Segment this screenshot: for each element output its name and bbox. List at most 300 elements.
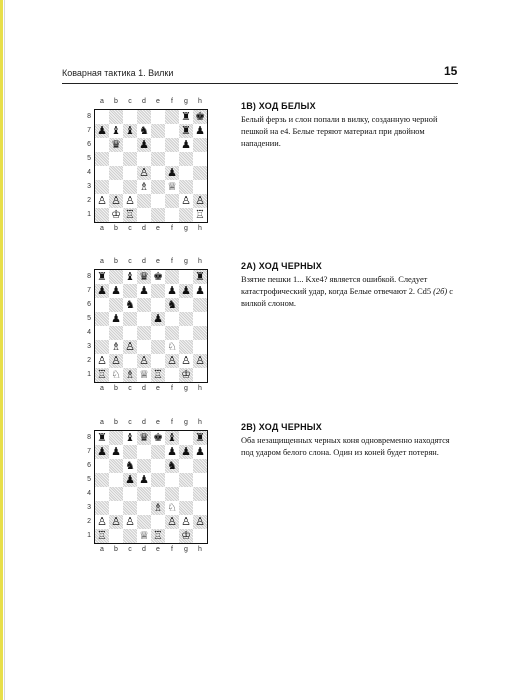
running-title: Коварная тактика 1. Вилки — [62, 68, 174, 78]
rank-label: 7 — [87, 127, 91, 134]
text-after: с вилкой слоном. — [241, 287, 453, 308]
file-label: c — [128, 225, 132, 232]
board-square — [165, 284, 179, 298]
board-square — [137, 312, 151, 326]
board-square — [179, 501, 193, 515]
board-square — [179, 284, 193, 298]
board-square — [193, 138, 207, 152]
board-square — [165, 354, 179, 368]
black-piece-icon: ♜ — [181, 110, 191, 123]
board-square — [109, 208, 123, 222]
black-piece-icon: ♚ — [195, 110, 205, 123]
board-square — [165, 529, 179, 543]
board-square — [123, 459, 137, 473]
board-square — [109, 166, 123, 180]
board-square — [179, 473, 193, 487]
board-square — [193, 340, 207, 354]
board-square — [123, 152, 137, 166]
file-label: f — [171, 98, 173, 105]
white-piece-icon: ♙ — [181, 194, 191, 207]
page-number: 15 — [444, 64, 458, 78]
board-square — [165, 194, 179, 208]
board-square — [151, 138, 165, 152]
white-piece-icon: ♙ — [97, 515, 107, 528]
black-piece-icon: ♞ — [125, 459, 135, 472]
white-piece-icon: ♙ — [139, 354, 149, 367]
board-square — [193, 529, 207, 543]
rank-label: 8 — [87, 434, 91, 441]
black-piece-icon: ♟ — [167, 445, 177, 458]
board-square — [179, 368, 193, 382]
black-piece-icon: ♟ — [195, 124, 205, 137]
board-square — [95, 501, 109, 515]
rank-label: 2 — [87, 197, 91, 204]
board-square — [193, 354, 207, 368]
board-square — [151, 208, 165, 222]
file-label: d — [142, 258, 146, 265]
board-square — [95, 152, 109, 166]
board-square — [193, 166, 207, 180]
file-label: d — [142, 225, 146, 232]
board-square — [165, 208, 179, 222]
file-label: d — [142, 546, 146, 553]
board-square — [137, 284, 151, 298]
board-square — [95, 459, 109, 473]
board-square — [95, 515, 109, 529]
board-square — [123, 473, 137, 487]
board-square — [179, 298, 193, 312]
black-piece-icon: ♟ — [139, 138, 149, 151]
header-rule — [62, 83, 458, 84]
board-square — [151, 110, 165, 124]
board-square — [151, 459, 165, 473]
black-piece-icon: ♞ — [167, 459, 177, 472]
board-square — [137, 473, 151, 487]
board-square — [165, 166, 179, 180]
black-piece-icon: ♜ — [181, 124, 191, 137]
file-label: f — [171, 385, 173, 392]
board-square — [179, 180, 193, 194]
board-square — [95, 431, 109, 445]
board-square — [123, 487, 137, 501]
board-square — [95, 166, 109, 180]
black-piece-icon: ♟ — [97, 124, 107, 137]
board-square — [193, 459, 207, 473]
board-square — [137, 501, 151, 515]
board-square — [123, 166, 137, 180]
chess-diagram-2b — [80, 419, 210, 555]
board-square — [137, 208, 151, 222]
file-label: c — [128, 98, 132, 105]
board-square — [151, 340, 165, 354]
file-labels-bottom — [95, 225, 207, 232]
board-square — [151, 298, 165, 312]
board-square — [123, 124, 137, 138]
board-square — [151, 180, 165, 194]
black-piece-icon: ♟ — [111, 284, 121, 297]
board-square — [179, 208, 193, 222]
white-piece-icon: ♗ — [125, 368, 135, 381]
board-square — [109, 270, 123, 284]
board-square — [95, 124, 109, 138]
board-square — [193, 284, 207, 298]
board-square — [109, 431, 123, 445]
black-piece-icon: ♟ — [167, 284, 177, 297]
file-label: b — [114, 546, 118, 553]
white-piece-icon: ♔ — [181, 529, 191, 542]
white-piece-icon: ♕ — [167, 180, 177, 193]
board-square — [123, 208, 137, 222]
board-square — [109, 473, 123, 487]
board-square — [179, 340, 193, 354]
file-label: a — [100, 225, 104, 232]
problem-2a — [241, 261, 461, 310]
board-square — [193, 312, 207, 326]
rank-label: 3 — [87, 343, 91, 350]
black-piece-icon: ♟ — [181, 445, 191, 458]
board-square — [165, 326, 179, 340]
black-piece-icon: ♜ — [97, 270, 107, 283]
problem-text: Белый ферзь и слон попали в вилку, созданную черной пешкой на e4. Белые теряют материал при двойном нападении. — [241, 115, 438, 148]
board-square — [137, 326, 151, 340]
board-square — [123, 354, 137, 368]
board-square — [95, 487, 109, 501]
board-square — [109, 340, 123, 354]
board-square — [151, 445, 165, 459]
file-label: b — [114, 258, 118, 265]
white-piece-icon: ♘ — [167, 501, 177, 514]
white-piece-icon: ♖ — [125, 208, 135, 221]
board-square — [151, 270, 165, 284]
board-square — [193, 431, 207, 445]
board-square — [151, 284, 165, 298]
board-square — [137, 270, 151, 284]
file-label: d — [142, 385, 146, 392]
board-square — [151, 431, 165, 445]
white-piece-icon: ♙ — [97, 354, 107, 367]
board-square — [109, 124, 123, 138]
board-square — [193, 110, 207, 124]
rank-label: 1 — [87, 211, 91, 218]
rank-labels — [81, 110, 91, 222]
board-square — [109, 368, 123, 382]
black-piece-icon: ♟ — [111, 445, 121, 458]
board-square — [137, 354, 151, 368]
board-square — [165, 110, 179, 124]
white-piece-icon: ♔ — [111, 208, 121, 221]
white-piece-icon: ♖ — [153, 368, 163, 381]
chessboard — [94, 109, 208, 223]
file-labels-bottom — [95, 546, 207, 553]
board-square — [137, 152, 151, 166]
black-piece-icon: ♜ — [195, 270, 205, 283]
board-square — [123, 298, 137, 312]
board-square — [193, 515, 207, 529]
board-square — [95, 312, 109, 326]
rank-label: 3 — [87, 504, 91, 511]
file-label: g — [184, 546, 188, 553]
file-label: f — [171, 225, 173, 232]
file-label: f — [171, 419, 173, 426]
black-piece-icon: ♝ — [111, 124, 121, 137]
black-piece-icon: ♜ — [195, 431, 205, 444]
board-square — [165, 124, 179, 138]
board-square — [193, 501, 207, 515]
white-piece-icon: ♙ — [111, 515, 121, 528]
board-square — [95, 445, 109, 459]
board-square — [109, 445, 123, 459]
board-square — [109, 194, 123, 208]
black-piece-icon: ♟ — [195, 445, 205, 458]
board-square — [165, 515, 179, 529]
board-square — [165, 180, 179, 194]
black-piece-icon: ♟ — [125, 473, 135, 486]
board-square — [151, 529, 165, 543]
white-piece-icon: ♖ — [153, 529, 163, 542]
board-square — [137, 368, 151, 382]
white-piece-icon: ♙ — [139, 166, 149, 179]
board-square — [123, 445, 137, 459]
problem-title: 1B) ХОД БЕЛЫХ — [241, 101, 316, 111]
file-label: c — [128, 546, 132, 553]
rank-label: 7 — [87, 287, 91, 294]
board-square — [137, 487, 151, 501]
black-piece-icon: ♞ — [125, 298, 135, 311]
board-square — [123, 529, 137, 543]
board-square — [179, 166, 193, 180]
file-label: f — [171, 258, 173, 265]
white-piece-icon: ♕ — [139, 368, 149, 381]
board-square — [123, 340, 137, 354]
board-square — [179, 445, 193, 459]
rank-label: 6 — [87, 301, 91, 308]
board-square — [137, 445, 151, 459]
board-square — [109, 138, 123, 152]
board-square — [151, 515, 165, 529]
board-square — [179, 312, 193, 326]
board-square — [165, 270, 179, 284]
board-square — [179, 354, 193, 368]
rank-labels — [81, 431, 91, 543]
board-square — [137, 298, 151, 312]
board-square — [193, 194, 207, 208]
white-piece-icon: ♕ — [139, 529, 149, 542]
board-square — [137, 110, 151, 124]
black-piece-icon: ♟ — [181, 284, 191, 297]
file-label: a — [100, 258, 104, 265]
board-square — [123, 284, 137, 298]
file-label: e — [156, 419, 160, 426]
white-piece-icon: ♙ — [195, 194, 205, 207]
rank-label: 1 — [87, 532, 91, 539]
white-piece-icon: ♗ — [153, 501, 163, 514]
board-square — [165, 473, 179, 487]
board-square — [137, 529, 151, 543]
file-label: h — [198, 419, 202, 426]
board-square — [193, 368, 207, 382]
rank-label: 8 — [87, 113, 91, 120]
problem-text — [241, 274, 461, 310]
board-square — [95, 529, 109, 543]
board-square — [109, 110, 123, 124]
white-piece-icon: ♙ — [111, 194, 121, 207]
board-square — [137, 459, 151, 473]
problem-title: 2B) ХОД ЧЕРНЫХ — [241, 422, 323, 432]
board-square — [137, 138, 151, 152]
chessboard — [94, 269, 208, 383]
file-label: h — [198, 385, 202, 392]
board-square — [193, 326, 207, 340]
file-label: b — [114, 385, 118, 392]
file-label: e — [156, 258, 160, 265]
black-piece-icon: ♝ — [125, 431, 135, 444]
white-piece-icon: ♔ — [181, 368, 191, 381]
board-square — [179, 529, 193, 543]
file-label: b — [114, 419, 118, 426]
board-square — [137, 340, 151, 354]
board-square — [151, 326, 165, 340]
board-square — [95, 473, 109, 487]
white-piece-icon: ♙ — [125, 194, 135, 207]
file-label: e — [156, 225, 160, 232]
file-label: a — [100, 385, 104, 392]
black-piece-icon: ♝ — [125, 124, 135, 137]
chess-diagram-2a — [80, 258, 210, 394]
rank-label: 1 — [87, 371, 91, 378]
board-square — [165, 340, 179, 354]
board-square — [109, 284, 123, 298]
white-piece-icon: ♖ — [97, 368, 107, 381]
file-label: a — [100, 546, 104, 553]
black-piece-icon: ♝ — [167, 431, 177, 444]
board-square — [151, 354, 165, 368]
board-square — [123, 312, 137, 326]
black-piece-icon: ♚ — [153, 270, 163, 283]
board-square — [179, 459, 193, 473]
black-piece-icon: ♟ — [97, 284, 107, 297]
rank-label: 4 — [87, 329, 91, 336]
board-square — [151, 124, 165, 138]
board-square — [95, 208, 109, 222]
white-piece-icon: ♖ — [97, 529, 107, 542]
black-piece-icon: ♚ — [153, 431, 163, 444]
board-square — [137, 124, 151, 138]
board-square — [165, 298, 179, 312]
black-piece-icon: ♛ — [139, 270, 149, 283]
rank-label: 6 — [87, 141, 91, 148]
rank-label: 2 — [87, 357, 91, 364]
black-piece-icon: ♟ — [111, 312, 121, 325]
board-square — [123, 270, 137, 284]
board-square — [109, 326, 123, 340]
black-piece-icon: ♜ — [97, 431, 107, 444]
board-square — [193, 487, 207, 501]
board-square — [137, 515, 151, 529]
white-piece-icon: ♙ — [181, 515, 191, 528]
board-square — [95, 180, 109, 194]
black-piece-icon: ♟ — [139, 284, 149, 297]
black-piece-icon: ♟ — [153, 312, 163, 325]
rank-labels — [81, 270, 91, 382]
white-piece-icon: ♗ — [139, 180, 149, 193]
board-square — [179, 138, 193, 152]
board-square — [95, 354, 109, 368]
file-labels-bottom — [95, 385, 207, 392]
board-square — [95, 110, 109, 124]
rank-label: 5 — [87, 315, 91, 322]
white-piece-icon: ♙ — [111, 354, 121, 367]
black-piece-icon: ♟ — [139, 473, 149, 486]
white-piece-icon: ♙ — [97, 194, 107, 207]
board-square — [165, 152, 179, 166]
white-piece-icon: ♘ — [167, 340, 177, 353]
file-label: h — [198, 258, 202, 265]
white-piece-icon: ♙ — [195, 515, 205, 528]
board-square — [95, 270, 109, 284]
black-piece-icon: ♞ — [167, 298, 177, 311]
board-square — [137, 194, 151, 208]
board-square — [179, 194, 193, 208]
board-square — [165, 431, 179, 445]
rank-label: 3 — [87, 183, 91, 190]
board-square — [95, 298, 109, 312]
board-square — [179, 326, 193, 340]
board-square — [151, 487, 165, 501]
board-square — [123, 431, 137, 445]
board-square — [151, 312, 165, 326]
board-square — [193, 270, 207, 284]
page-edge-line — [4, 0, 5, 700]
file-label: g — [184, 419, 188, 426]
black-piece-icon: ♟ — [97, 445, 107, 458]
board-square — [109, 487, 123, 501]
board-square — [123, 110, 137, 124]
file-label: c — [128, 258, 132, 265]
white-piece-icon: ♘ — [111, 368, 121, 381]
board-square — [109, 180, 123, 194]
board-square — [123, 368, 137, 382]
board-square — [151, 194, 165, 208]
rank-label: 5 — [87, 476, 91, 483]
diagram-reference: (2б) — [433, 287, 448, 296]
file-label: a — [100, 419, 104, 426]
black-piece-icon: ♛ — [111, 138, 121, 151]
rank-label: 7 — [87, 448, 91, 455]
chessboard — [94, 430, 208, 544]
white-piece-icon: ♙ — [195, 354, 205, 367]
file-label: e — [156, 546, 160, 553]
board-square — [137, 166, 151, 180]
rank-label: 8 — [87, 273, 91, 280]
white-piece-icon: ♙ — [167, 515, 177, 528]
board-square — [193, 298, 207, 312]
file-label: a — [100, 98, 104, 105]
board-square — [193, 445, 207, 459]
problem-title: 2A) ХОД ЧЕРНЫХ — [241, 261, 323, 271]
white-piece-icon: ♗ — [111, 340, 121, 353]
chess-diagram-1b — [80, 98, 210, 234]
board-square — [123, 194, 137, 208]
black-piece-icon: ♞ — [139, 124, 149, 137]
board-square — [109, 501, 123, 515]
board-square — [165, 501, 179, 515]
board-square — [165, 138, 179, 152]
board-square — [109, 529, 123, 543]
file-label: b — [114, 225, 118, 232]
board-square — [193, 152, 207, 166]
rank-label: 4 — [87, 169, 91, 176]
board-square — [151, 166, 165, 180]
